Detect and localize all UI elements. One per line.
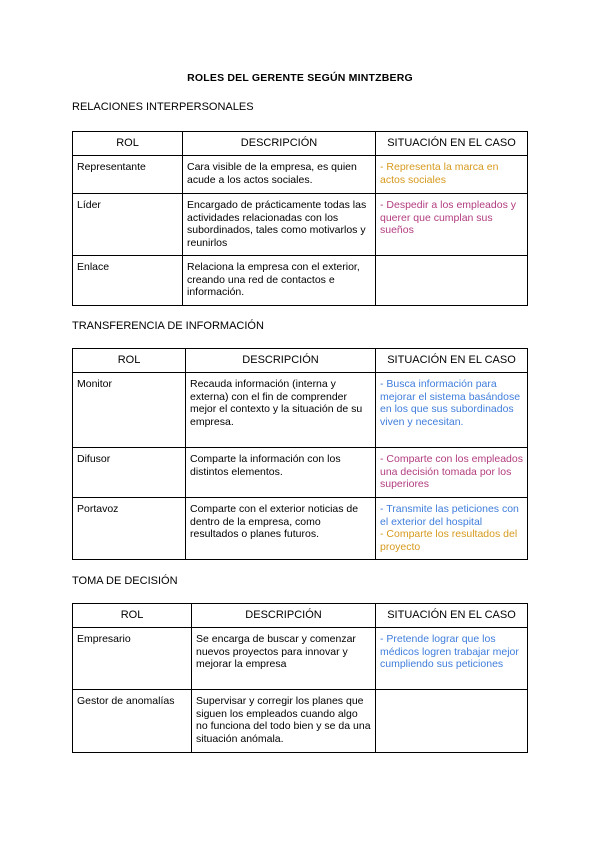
- section-heading-transferencia: TRANSFERENCIA DE INFORMACIÓN: [72, 320, 264, 332]
- cell-rol: Difusor: [73, 448, 186, 498]
- table-row: [73, 690, 528, 753]
- table-header-row: [73, 349, 528, 373]
- cell-situacion: [376, 156, 528, 194]
- table-row: [73, 448, 528, 498]
- cell-situacion: [376, 373, 528, 448]
- cell-descripcion: Comparte la información con los distintos elementos.: [186, 448, 376, 498]
- table-transferencia: [72, 348, 528, 560]
- situacion-text: - Representa la marca en actos sociales: [380, 161, 499, 186]
- section-heading-toma-decision: TOMA DE DECISIÓN: [72, 575, 178, 587]
- situacion-text: - Comparte con los empleados una decisión tomada por los superiores: [380, 453, 523, 491]
- situacion-text: - Comparte los resultados del proyecto: [380, 528, 518, 553]
- header-rol: ROL: [73, 604, 192, 628]
- page-title: ROLES DEL GERENTE SEGÚN MINTZBERG: [187, 72, 413, 84]
- cell-descripcion: Relaciona la empresa con el exterior, creando una red de contactos e información.: [183, 256, 376, 306]
- cell-descripcion: Se encarga de buscar y comenzar nuevos proyectos para innovar y mejorar la empresa: [192, 628, 376, 690]
- cell-descripcion: Recauda información (interna y externa) con el fin de comprender mejor el contexto y la situación de su empresa.: [186, 373, 376, 448]
- header-situacion: SITUACIÓN EN EL CASO: [376, 349, 528, 373]
- situacion-text: - Despedir a los empleados y querer que cumplan sus sueños: [380, 199, 516, 237]
- situacion-text: - Transmite las peticiones con el exterior del hospital: [380, 503, 519, 528]
- cell-rol: Portavoz: [73, 498, 186, 560]
- header-descripcion: DESCRIPCIÓN: [192, 604, 376, 628]
- cell-rol: Representante: [73, 156, 183, 194]
- table-row: [73, 194, 528, 256]
- header-rol: ROL: [73, 349, 186, 373]
- table-row: [73, 373, 528, 448]
- cell-situacion: [376, 448, 528, 498]
- table-row: [73, 628, 528, 690]
- situacion-text: - Busca información para mejorar el sistema basándose en los que sus subordinados viven y necesitan.: [380, 378, 521, 428]
- section-heading-relaciones: RELACIONES INTERPERSONALES: [72, 101, 254, 113]
- header-situacion: SITUACIÓN EN EL CASO: [376, 132, 528, 156]
- cell-rol: Monitor: [73, 373, 186, 448]
- header-descripcion: DESCRIPCIÓN: [186, 349, 376, 373]
- table-toma-decision: [72, 603, 528, 753]
- table-header-row: [73, 132, 528, 156]
- cell-descripcion: Cara visible de la empresa, es quien acude a los actos sociales.: [183, 156, 376, 194]
- situacion-text: - Pretende lograr que los médicos logren trabajar mejor cumpliendo sus peticiones: [380, 633, 519, 671]
- table-row: [73, 256, 528, 306]
- cell-situacion: [376, 498, 528, 560]
- cell-rol: Líder: [73, 194, 183, 256]
- cell-rol: Empresario: [73, 628, 192, 690]
- table-row: [73, 156, 528, 194]
- cell-descripcion: Comparte con el exterior noticias de dentro de la empresa, como resultados o planes futuros.: [186, 498, 376, 560]
- header-situacion: SITUACIÓN EN EL CASO: [376, 604, 528, 628]
- cell-descripcion: Supervisar y corregir los planes que siguen los empleados cuando algo no funciona del todo bien y se da una situación anómala.: [192, 690, 376, 753]
- cell-situacion-empty: [376, 690, 528, 753]
- header-rol: ROL: [73, 132, 183, 156]
- cell-descripcion: Encargado de prácticamente todas las actividades relacionadas con los subordinados, tales como motivarlos y reunirlos: [183, 194, 376, 256]
- cell-rol: Enlace: [73, 256, 183, 306]
- table-relaciones: [72, 131, 528, 306]
- table-row: [73, 498, 528, 560]
- header-descripcion: DESCRIPCIÓN: [183, 132, 376, 156]
- table-header-row: [73, 604, 528, 628]
- cell-situacion-empty: [376, 256, 528, 306]
- cell-situacion: [376, 628, 528, 690]
- cell-rol: Gestor de anomalías: [73, 690, 192, 753]
- cell-situacion: [376, 194, 528, 256]
